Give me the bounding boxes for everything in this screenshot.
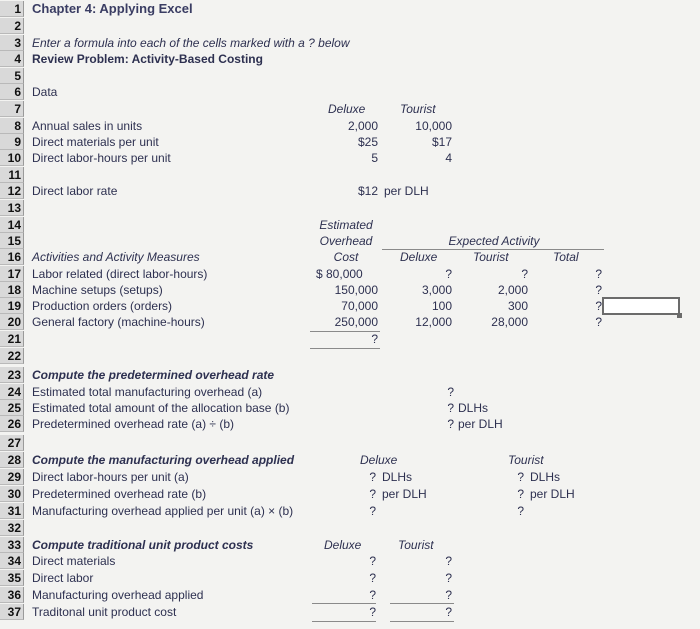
row-header[interactable]: 27: [0, 435, 24, 451]
applied-label: Predetermined overhead rate (b): [32, 487, 207, 501]
data-row-tourist[interactable]: $17: [431, 135, 452, 149]
activity-tourist[interactable]: ?: [521, 267, 528, 281]
row-header[interactable]: 18: [0, 282, 24, 298]
selected-cell[interactable]: [602, 297, 680, 315]
activity-cost[interactable]: 70,000: [341, 299, 378, 313]
row-header[interactable]: 24: [0, 384, 24, 400]
row-header[interactable]: 20: [0, 314, 24, 330]
activity-tourist[interactable]: 2,000: [497, 283, 528, 297]
row-header[interactable]: 32: [0, 520, 24, 536]
row-header[interactable]: 19: [0, 298, 24, 314]
col-deluxe-header: Deluxe: [328, 102, 366, 116]
row-header[interactable]: 35: [0, 570, 24, 586]
activity-cost-total[interactable]: ?: [371, 332, 378, 346]
row-header[interactable]: 14: [0, 217, 24, 233]
activity-deluxe[interactable]: 12,000: [415, 315, 452, 329]
traditional-tourist[interactable]: ?: [445, 571, 452, 585]
row-header[interactable]: 6: [0, 84, 24, 100]
traditional-tourist[interactable]: ?: [445, 605, 452, 619]
applied-unit: DLHs: [530, 470, 561, 484]
data-row-label: Direct materials per unit: [32, 135, 159, 149]
applied-unit: per DLH: [382, 487, 427, 501]
row-header[interactable]: 26: [0, 416, 24, 432]
traditional-tourist[interactable]: ?: [445, 588, 452, 602]
row-header[interactable]: 21: [0, 331, 24, 347]
applied-label: Manufacturing overhead applied per unit (a) × (b): [32, 504, 294, 518]
applied-tourist[interactable]: ?: [517, 470, 524, 484]
applied-label: Direct labor-hours per unit (a): [32, 470, 189, 484]
traditional-double-line: [312, 621, 376, 622]
section-heading: Compute the predetermined overhead rate: [32, 368, 275, 382]
row-header[interactable]: 36: [0, 587, 24, 603]
row-header[interactable]: 31: [0, 503, 24, 519]
row-header[interactable]: 8: [0, 118, 24, 134]
row-header[interactable]: 23: [0, 367, 24, 383]
section-heading: Compute the manufacturing overhead applied: [32, 453, 295, 467]
row-header[interactable]: 22: [0, 348, 24, 364]
sheet-title: Chapter 4: Applying Excel: [32, 1, 193, 16]
traditional-deluxe[interactable]: ?: [369, 588, 376, 602]
row-header[interactable]: 12: [0, 183, 24, 199]
activity-tourist[interactable]: 300: [507, 299, 528, 313]
traditional-deluxe[interactable]: ?: [369, 605, 376, 619]
row-header[interactable]: 1: [0, 1, 24, 17]
activity-label: Machine setups (setups): [32, 283, 163, 297]
predetermined-unit: per DLH: [458, 417, 503, 431]
row-header[interactable]: 7: [0, 101, 24, 117]
cost-double-line: [310, 348, 380, 349]
activity-label: Production orders (orders): [32, 299, 173, 313]
activity-total[interactable]: ?: [595, 315, 602, 329]
predetermined-label: Estimated total amount of the allocation base (b): [32, 401, 290, 415]
traditional-label: Traditonal unit product cost: [32, 605, 177, 619]
problem-title: Review Problem: Activity-Based Costing: [32, 52, 263, 66]
row-header[interactable]: 37: [0, 604, 24, 620]
col-tourist-header: Tourist: [400, 102, 436, 116]
predetermined-unit: DLHs: [458, 401, 489, 415]
predetermined-label: Estimated total manufacturing overhead (a): [32, 385, 263, 399]
applied-deluxe[interactable]: ?: [369, 470, 376, 484]
activity-total[interactable]: ?: [595, 299, 602, 313]
row-header[interactable]: 3: [0, 35, 24, 51]
applied-unit: per DLH: [530, 487, 575, 501]
header-expected-activity: Expected Activity: [448, 234, 540, 248]
applied-deluxe[interactable]: ?: [369, 487, 376, 501]
fill-handle[interactable]: [677, 313, 682, 318]
data-row-deluxe[interactable]: 2,000: [347, 119, 378, 133]
row-header[interactable]: 16: [0, 249, 24, 265]
row-header[interactable]: 13: [0, 200, 24, 216]
data-row-deluxe[interactable]: 5: [371, 151, 378, 165]
data-row-deluxe[interactable]: $25: [357, 135, 378, 149]
activity-total[interactable]: ?: [595, 267, 602, 281]
header-cost: Cost: [333, 250, 359, 264]
row-header[interactable]: 10: [0, 150, 24, 166]
row-header[interactable]: 4: [0, 51, 24, 67]
row-header[interactable]: 34: [0, 553, 24, 569]
row-header[interactable]: 17: [0, 266, 24, 282]
activity-cost[interactable]: 250,000: [334, 315, 378, 329]
row-header[interactable]: 9: [0, 134, 24, 150]
activity-deluxe[interactable]: ?: [445, 267, 452, 281]
row-header[interactable]: 29: [0, 469, 24, 485]
applied-unit: DLHs: [382, 470, 413, 484]
predetermined-value[interactable]: ?: [447, 401, 454, 415]
applied-tourist[interactable]: ?: [517, 504, 524, 518]
traditional-tourist[interactable]: ?: [445, 554, 452, 568]
traditional-label: Manufacturing overhead applied: [32, 588, 204, 602]
predetermined-label: Predetermined overhead rate (a) ÷ (b): [32, 417, 235, 431]
row-header[interactable]: 33: [0, 537, 24, 553]
rate-label: Direct labor rate: [32, 184, 118, 198]
rate-unit: per DLH: [384, 184, 429, 198]
traditional-col-tourist: Tourist: [398, 538, 434, 552]
traditional-deluxe[interactable]: ?: [369, 571, 376, 585]
data-label: Data: [32, 85, 58, 99]
predetermined-value[interactable]: ?: [447, 417, 454, 431]
row-header[interactable]: 15: [0, 233, 24, 249]
instructions-text: Enter a formula into each of the cells marked with a ? below: [32, 36, 350, 50]
row-header[interactable]: 2: [0, 18, 24, 34]
row-header[interactable]: 5: [0, 68, 24, 84]
data-row-label: Annual sales in units: [32, 119, 143, 133]
activities-label: Activities and Activity Measures: [32, 250, 200, 264]
header-estimated: Estimated: [319, 218, 373, 232]
row-header[interactable]: 28: [0, 452, 24, 468]
data-row-tourist[interactable]: 4: [445, 151, 452, 165]
traditional-deluxe[interactable]: ?: [369, 554, 376, 568]
predetermined-value[interactable]: ?: [447, 385, 454, 399]
traditional-col-deluxe: Deluxe: [324, 538, 362, 552]
applied-col-tourist: Tourist: [508, 453, 544, 467]
activity-label: Labor related (direct labor-hours): [32, 267, 208, 281]
activity-tourist[interactable]: 28,000: [491, 315, 528, 329]
traditional-label: Direct labor: [32, 571, 94, 585]
header-deluxe: Deluxe: [400, 250, 438, 264]
header-total: Total: [553, 250, 579, 264]
activity-cost[interactable]: $ 80,000: [316, 267, 363, 281]
row-header[interactable]: 30: [0, 486, 24, 502]
activity-deluxe[interactable]: 100: [431, 299, 452, 313]
data-row-tourist[interactable]: 10,000: [415, 119, 452, 133]
activity-label: General factory (machine-hours): [32, 315, 205, 329]
section-heading: Compute traditional unit product costs: [32, 538, 254, 552]
activity-cost[interactable]: 150,000: [334, 283, 378, 297]
row-header[interactable]: 11: [0, 167, 24, 183]
traditional-double-line: [390, 621, 454, 622]
header-tourist: Tourist: [473, 250, 509, 264]
applied-tourist[interactable]: ?: [517, 487, 524, 501]
data-row-label: Direct labor-hours per unit: [32, 151, 171, 165]
applied-deluxe[interactable]: ?: [369, 504, 376, 518]
traditional-label: Direct materials: [32, 554, 116, 568]
activity-deluxe[interactable]: 3,000: [421, 283, 452, 297]
applied-col-deluxe: Deluxe: [360, 453, 398, 467]
row-header[interactable]: 25: [0, 400, 24, 416]
header-overhead: Overhead: [319, 234, 373, 248]
rate-value[interactable]: $12: [357, 184, 378, 198]
activity-total[interactable]: ?: [595, 283, 602, 297]
